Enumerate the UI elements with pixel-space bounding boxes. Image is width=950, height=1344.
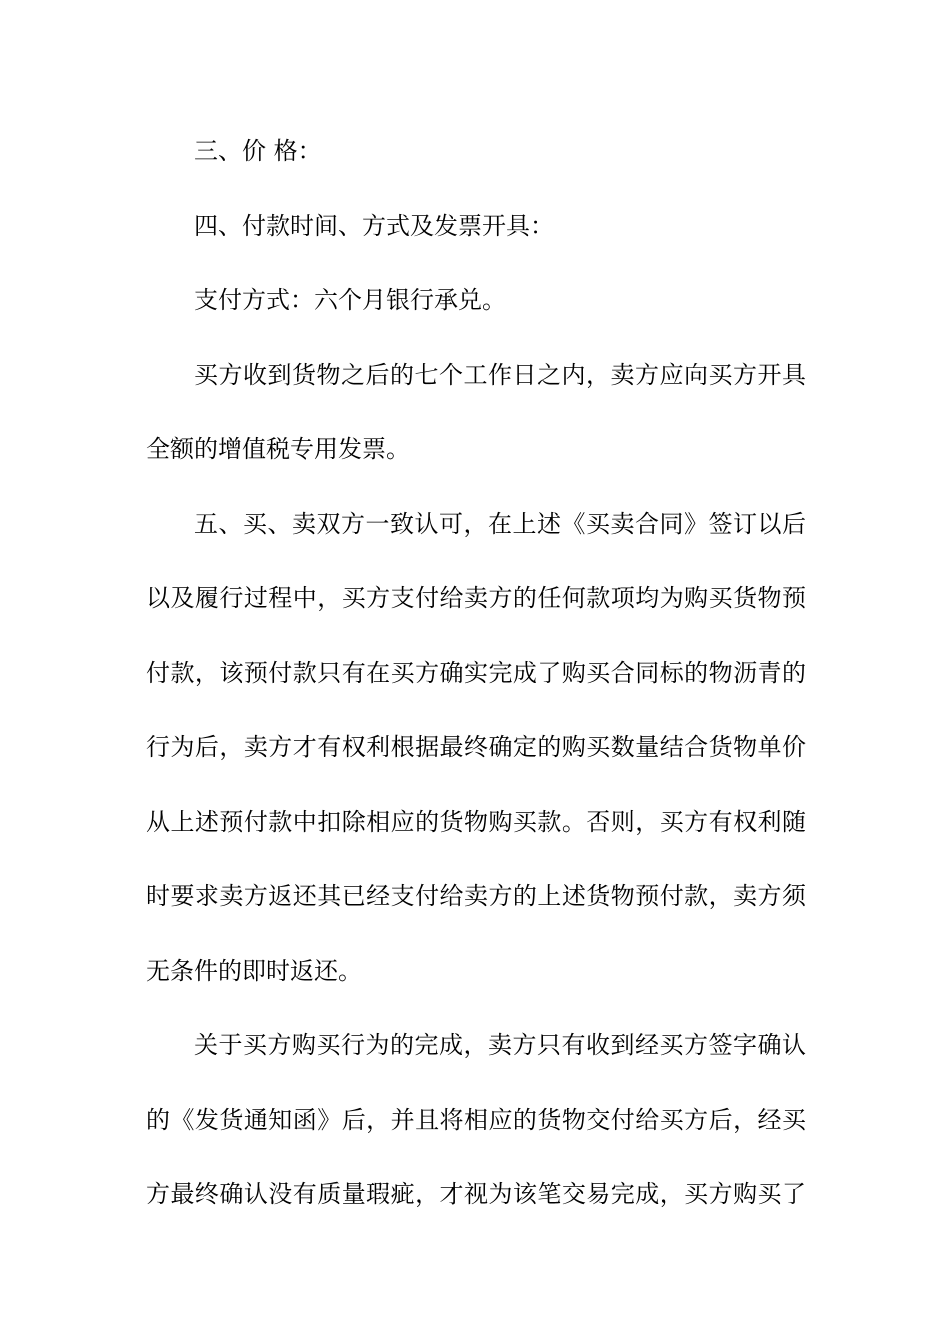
completion-paragraph-line-2: 的《发货通知函》后，并且将相应的货物交付给买方后，经买 xyxy=(146,1106,806,1134)
invoice-paragraph-line-2: 全额的增值税专用发票。 xyxy=(146,435,410,463)
section-5-line-1: 五、买、卖双方一致认可，在上述《买卖合同》签订以后 xyxy=(194,510,806,538)
completion-paragraph-line-1: 关于买方购买行为的完成，卖方只有收到经买方签字确认 xyxy=(194,1031,806,1059)
section-5-line-6: 时要求卖方返还其已经支付给卖方的上述货物预付款，卖方须 xyxy=(146,882,806,910)
section-5-line-5: 从上述预付款中扣除相应的货物购买款。否则，买方有权利随 xyxy=(146,808,806,836)
completion-paragraph-line-3: 方最终确认没有质量瑕疵，才视为该笔交易完成，买方购买了 xyxy=(146,1180,806,1208)
section-4-heading: 四、付款时间、方式及发票开具： xyxy=(194,212,554,240)
section-5-line-3: 付款，该预付款只有在买方确实完成了购买合同标的物沥青的 xyxy=(146,659,806,687)
invoice-paragraph-line-1: 买方收到货物之后的七个工作日之内，卖方应向买方开具 xyxy=(194,361,806,389)
section-5-line-7: 无条件的即时返还。 xyxy=(146,957,362,985)
section-5-line-4: 行为后，卖方才有权利根据最终确定的购买数量结合货物单价 xyxy=(146,733,806,761)
section-3-heading: 三、价 格： xyxy=(194,137,322,165)
payment-method-line: 支付方式：六个月银行承兑。 xyxy=(194,286,506,314)
section-5-line-2: 以及履行过程中，买方支付给卖方的任何款项均为购买货物预 xyxy=(146,584,806,612)
